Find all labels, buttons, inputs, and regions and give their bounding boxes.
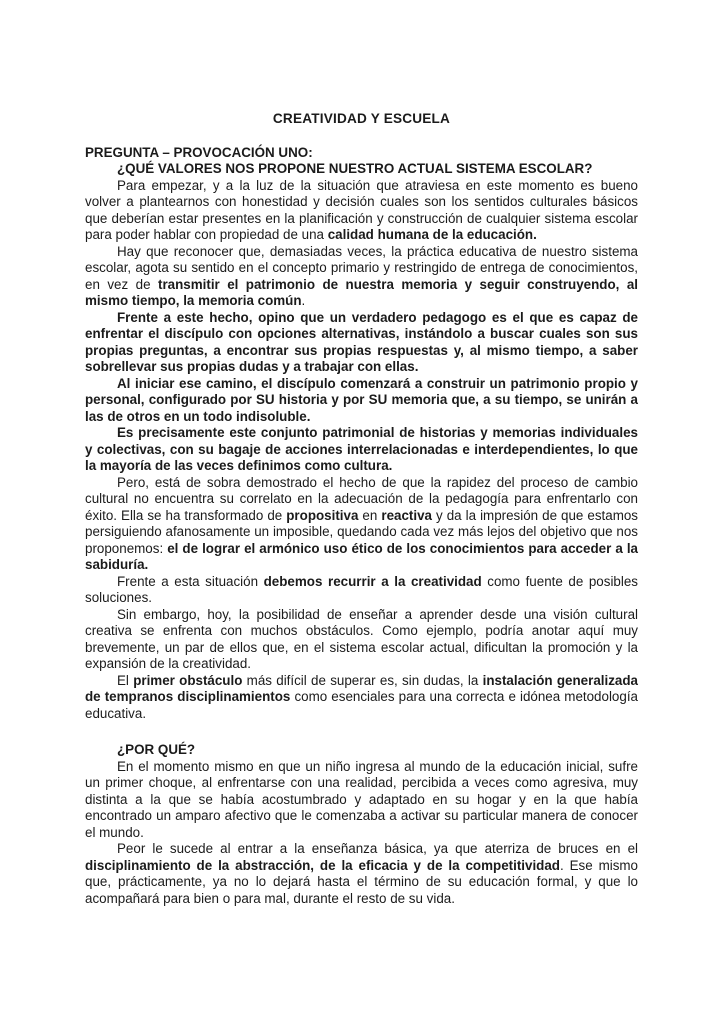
bold-text-run: propositiva (286, 507, 359, 523)
section-heading: PREGUNTA – PROVOCACIÓN UNO: (85, 144, 313, 160)
paragraph (85, 376, 638, 426)
text-run: Hay que reconocer que, demasiadas veces, la práctica educativa de nuestro sistema escolar, agota su sentido en el concepto primario y restringido de entrega de conocimientos, en vez de (85, 243, 638, 292)
text-run: en (358, 507, 382, 523)
text-run: El (117, 672, 134, 688)
bold-text-run: primer obstáculo (133, 672, 243, 688)
bold-text-run: transmitir el patrimonio de nuestra memoria y seguir construyendo, al mismo tiempo, la memoria común (85, 276, 639, 308)
paragraph (85, 178, 638, 244)
paragraph (85, 425, 638, 475)
paragraph (85, 673, 638, 723)
paragraph (85, 607, 638, 673)
text-run: Peor le sucede al entrar a la enseñanza básica, ya que aterriza de bruces en el (117, 841, 638, 856)
text-run: . Ese mismo que, prácticamente, ya no lo dejará hasta el término de su educación formal, y que lo acompañará para bien o para mal, durante el resto de su vida. (85, 857, 639, 906)
paragraph (85, 574, 638, 607)
bold-text-run: instalación generalizada de tempranos disciplinamientos (85, 672, 638, 704)
paragraph (85, 475, 638, 574)
document-body (85, 145, 638, 908)
bold-text-run: Al iniciar ese camino, el discípulo comenzará a construir un patrimonio propio y personal, configurado por SU historia y por SU memoria que, a su tiempo, se unirán a las de otros en un todo indisoluble. (85, 375, 638, 424)
bold-text-run: Es precisamente este conjunto patrimonial de historias y memorias individuales y colectivas, con su bagaje de acciones interrelacionadas e interdependientes, lo que la mayoría de las veces definimos como cultura. (85, 425, 638, 473)
text-run: Pero, está de sobra demostrado el hecho de que la rapidez del proceso de cambio cultural no encuentra su correlato en la adecuación de la pedagogía para enfrentarlo con éxito. Ella se ha transformado de (85, 474, 638, 523)
text-run: como esenciales para una correcta e idónea metodología educativa. (85, 689, 638, 721)
text-run: Sin embargo, hoy, la posibilidad de enseñar a aprender desde una visión cultural creativa se enfrenta con muchos obstáculos. Como ejemplo, podría anotar aquí muy brevemente, un par de ellos que, en el sistema escolar actual, dificultan la promoción y la expansión de la creatividad. (85, 606, 638, 671)
text-run: En el momento mismo en que un niño ingresa al mundo de la educación inicial, sufre un primer choque, al enfrentarse con una realidad, percibida a veces como agresiva, muy distinta a la que se había acostumbrado y adaptado en su hogar y en la que había encontrado un amparo afectivo que le comenzaba a activar su particular manera de conocer el mundo. (85, 758, 638, 840)
section-heading: ¿POR QUÉ? (117, 742, 196, 757)
bold-text-run: reactiva (381, 507, 432, 523)
paragraph (85, 310, 638, 376)
paragraph (85, 759, 638, 842)
text-run: Frente a esta situación (117, 573, 264, 589)
section-heading: ¿QUÉ VALORES NOS PROPONE NUESTRO ACTUAL SISTEMA ESCOLAR? (117, 161, 593, 176)
bold-text-run: calidad humana de la educación. (327, 227, 537, 242)
text-run: . (301, 293, 306, 308)
text-run: más difícil de superar es, sin dudas, la (242, 672, 483, 688)
paragraph (85, 244, 638, 310)
text-run: como fuente de posibles soluciones. (85, 573, 638, 605)
paragraph-spacer (85, 722, 638, 742)
document-title: CREATIVIDAD Y ESCUELA (272, 111, 451, 126)
bold-text-run: debemos recurrir a la creatividad (263, 573, 482, 589)
text-run: y da la impresión de que estamos persiguiendo afanosamente un imposible, quedando cada vez más lejos del objetivo que nos proponemos: (85, 507, 639, 556)
bold-text-run: Frente a este hecho, opino que un verdadero pedagogo es el que es capaz de enfrentar el discípulo con opciones alternativas, instándolo a buscar cuales son sus propias preguntas, a encontrar sus propias respuestas y, al mismo tiempo, a saber sobrellevar sus propias dudas y a trabajar con ellas. (85, 309, 638, 374)
bold-text-run: el de lograr el armónico uso ético de los conocimientos para acceder a la sabiduría. (85, 540, 638, 572)
text-run: Para empezar, y a la luz de la situación que atraviesa en este momento es bueno volver a plantearnos con honestidad y decisión cuales son los sentidos culturales básicos que deberían estar presentes en la planificación y construcción de cualquier sistema escolar para poder hablar con propiedad de una (85, 177, 638, 242)
bold-text-run: disciplinamiento de la abstracción, de la eficacia y de la competitividad (85, 857, 560, 873)
paragraph (85, 841, 638, 907)
